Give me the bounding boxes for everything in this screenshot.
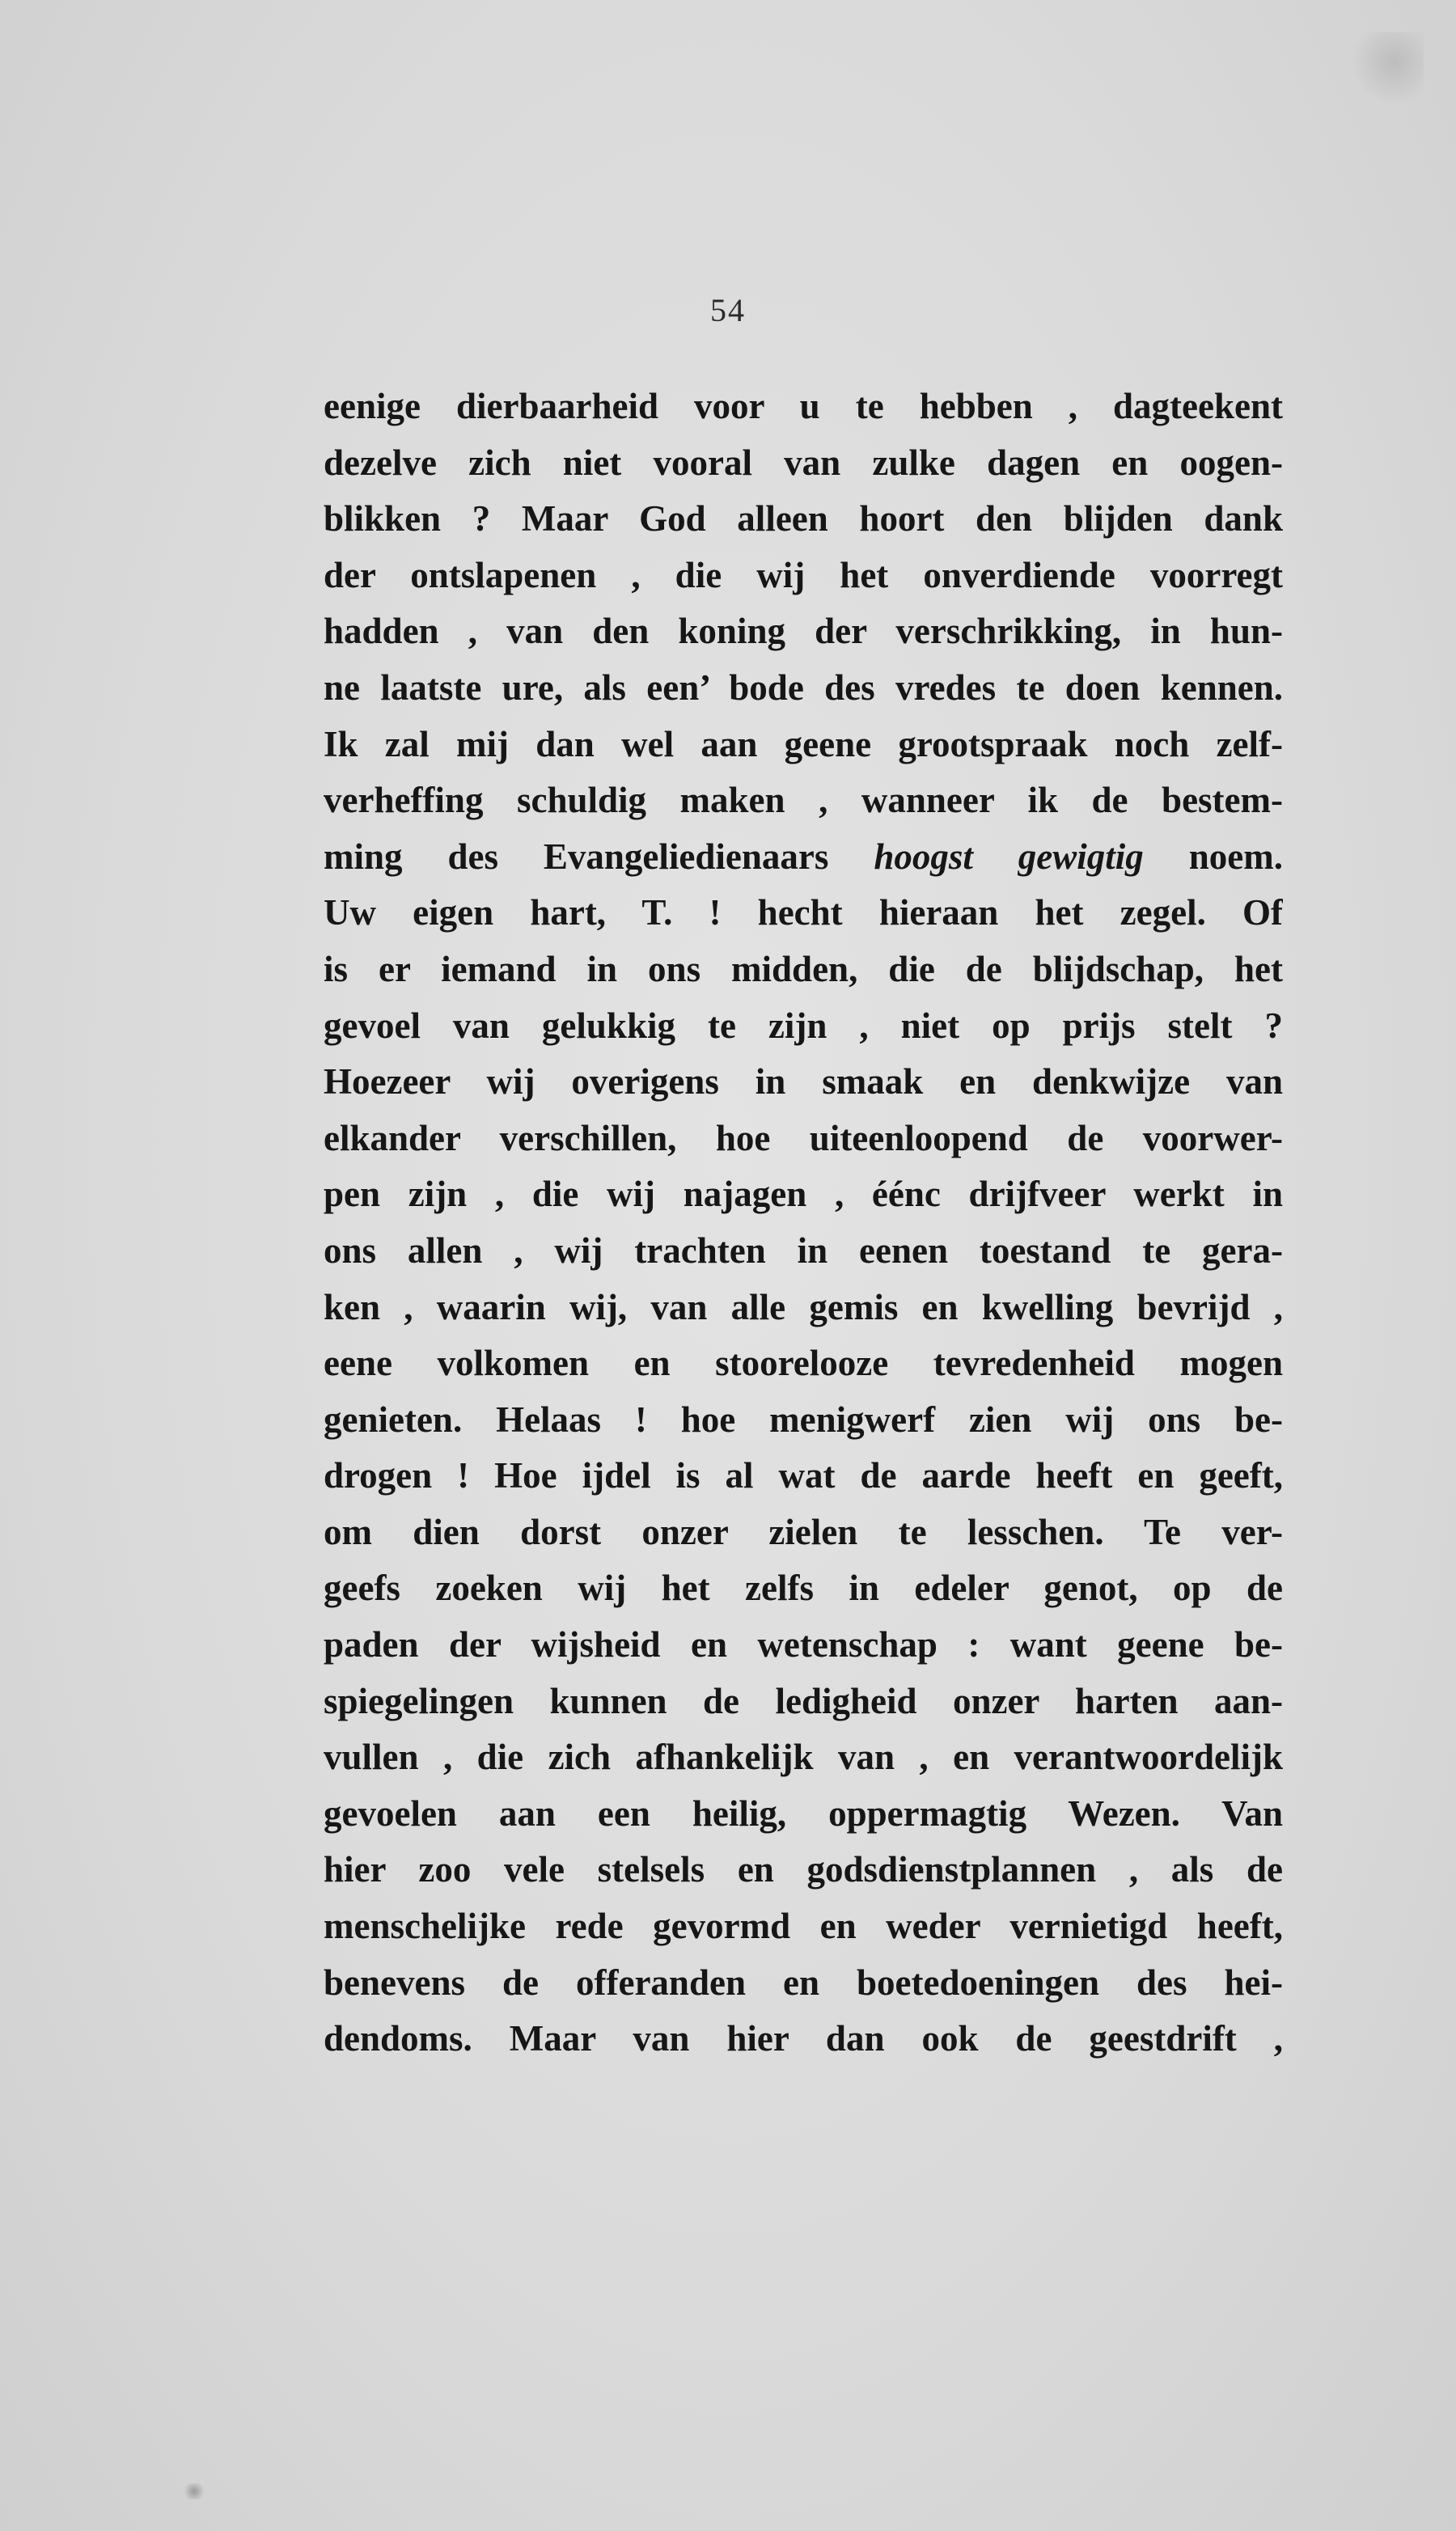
text-line-segment: drogen ! Hoe ijdel is al wat de aarde heeft en geeft, [324,1455,1283,1496]
text-line-segment: noem. [1143,836,1283,877]
text-line [324,379,1283,435]
text-line [324,603,1283,660]
text-line-segment: genieten. Helaas ! hoe menigwerf zien wij ons be- [324,1399,1283,1440]
text-line-segment: Uw eigen hart, T. ! hecht hieraan het zegel. Of [324,892,1283,933]
text-line [324,1560,1283,1617]
text-line-segment: menschelijke rede gevormd en weder vernietigd heeft, [324,1906,1283,1947]
text-line-segment: hadden , van den koning der verschrikking, in hun- [324,611,1283,652]
text-line [324,1617,1283,1674]
text-line [324,998,1283,1055]
text-line-segment: vullen , die zich afhankelijk van , en verantwoordelijk [324,1737,1283,1778]
text-line [324,1729,1283,1786]
text-line [324,435,1283,492]
text-line [324,1505,1283,1561]
text-line-segment: eenige dierbaarheid voor u te hebben , dagteekent [324,386,1283,426]
text-line [324,1054,1283,1111]
text-line [324,548,1283,604]
text-line-segment: Ik zal mij dan wel aan geene grootspraak noch zelf- [324,723,1283,764]
text-line [324,1674,1283,1730]
text-line [324,1842,1283,1898]
emphasized-text: hoogst gewigtig [874,836,1144,877]
text-line-segment: gevoel van gelukkig te zijn , niet op prijs stelt ? [324,1005,1283,1046]
text-line-segment: dezelve zich niet vooral van zulke dagen en oogen- [324,442,1283,483]
text-line-segment: om dien dorst onzer zielen te lesschen. Te ver- [324,1511,1283,1552]
text-line [324,1955,1283,2012]
text-line-segment: Hoezeer wij overigens in smaak en denkwijze van [324,1061,1283,1103]
text-line-segment: hier zoo vele stelsels en godsdienstplannen , als de [324,1849,1283,1890]
text-line [324,1898,1283,1955]
text-line [324,1392,1283,1449]
text-line-segment: ons allen , wij trachten in eenen toestand te gera- [324,1230,1283,1271]
text-line-segment: ken , waarin wij, van alle gemis en kwelling bevrijd , [324,1286,1283,1327]
text-line [324,2011,1283,2068]
text-line [324,1786,1283,1843]
text-line [324,772,1283,829]
text-line-segment: ming des Evangeliedienaars [324,836,874,877]
text-line-segment: der ontslapenen , die wij het onverdiende voorregt [324,554,1283,595]
text-line [324,1166,1283,1223]
text-line [324,1223,1283,1280]
text-line [324,1280,1283,1336]
page-number: 54 [710,292,746,328]
text-line-segment: paden der wijsheid en wetenschap : want geene be- [324,1624,1283,1665]
text-line-segment: geefs zoeken wij het zelfs in edeler genot, op de [324,1568,1283,1609]
page-stain [1351,32,1424,105]
text-line [324,1448,1283,1505]
text-line [324,885,1283,942]
text-line [324,660,1283,717]
text-line-segment: elkander verschillen, hoe uiteenloopend de voorwer- [324,1117,1283,1158]
text-line [324,1111,1283,1167]
text-line [324,1335,1283,1392]
text-line-segment: eene volkomen en stoorelooze tevredenheid mogen [324,1343,1283,1384]
body-text [324,379,1283,2068]
text-line-segment: ne laatste ure, als een’ bode des vredes te doen kennen. [324,667,1283,708]
text-line-segment: is er iemand in ons midden, die de blijdschap, het [324,948,1283,989]
text-line-segment: verheffing schuldig maken , wanneer ik de bestem- [324,780,1283,821]
text-line-segment: spiegelingen kunnen de ledigheid onzer harten aan- [324,1680,1283,1721]
text-line-segment: blikken ? Maar God alleen hoort den blijden dank [324,498,1283,540]
text-line-segment: benevens de offeranden en boetedoeningen des hei- [324,1962,1283,2003]
text-line-segment: dendoms. Maar van hier dan ook de geestdrift , [324,2018,1283,2059]
text-line [324,717,1283,773]
text-line-segment: gevoelen aan een heilig, oppermagtig Wezen. Van [324,1792,1283,1834]
text-line [324,491,1283,548]
text-line-segment: pen zijn , die wij najagen , éénc drijfveer werkt in [324,1174,1283,1215]
page-speck [182,2483,206,2499]
text-line [324,829,1283,886]
text-line [324,942,1283,998]
